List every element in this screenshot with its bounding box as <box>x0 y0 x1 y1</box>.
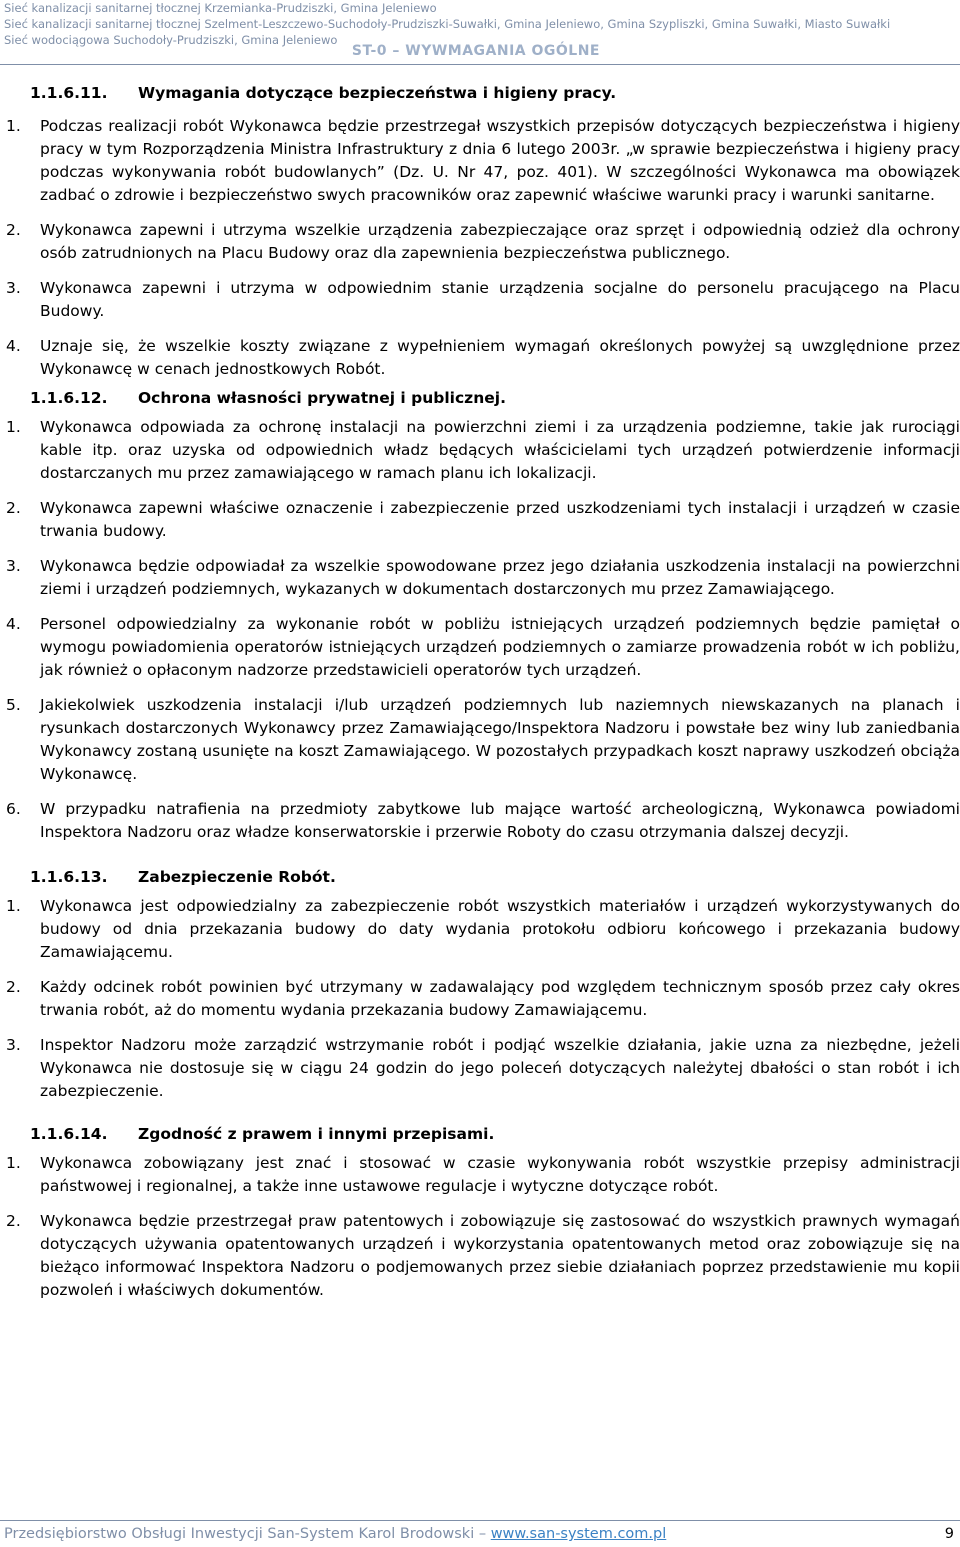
section-heading <box>6 82 960 105</box>
item-number: 5. <box>6 696 21 714</box>
section-title: Zabezpieczenie Robót. <box>138 868 336 886</box>
item-text: W przypadku natrafienia na przedmioty zabytkowe lub mające wartość archeologiczną, Wykonawca powiadomi Inspektora Nadzoru oraz władze konserwatorskie i przerwie Roboty do czasu otrzymania dalszej decyzji. <box>40 800 960 841</box>
item-text: Wykonawca będzie przestrzegał praw patentowych i zobowiązuje się zastosować do wszystkich prawnych wymagań dotyczących używania opatentowanych urządzeń i wykorzystania opatentowanych metod oraz zobowiązuje się na bieżąco informować Inspektora Nadzoru o podjemowanych przez siebie działaniach poprzez przedstawienie mu kopii pozwoleń i właściwych dokumentów. <box>40 1212 960 1299</box>
section-heading <box>6 866 960 889</box>
item-text: Jakiekolwiek uszkodzenia instalacji i/lub urządzeń podziemnych lub naziemnych niewskazanych na planach i rysunkach dostarczonych Wykonawcy przez Zamawiającego/Inspektora Nadzoru i powstałe bez winy lub zaniedbania Wykonawcy zostaną usunięte na koszt Zamawiającego. W pozostałych przypadkach koszt naprawy uszkodzeń obciąża Wykonawcę. <box>40 696 960 783</box>
item-text: Uznaje się, że wszelkie koszty związane z wypełnieniem wymagań określonych powyżej są uwzględnione przez Wykonawcę w cenach jednostkowych Robót. <box>40 337 960 378</box>
section-title: Ochrona własności prywatnej i publicznej. <box>138 389 506 407</box>
footer-text <box>4 1526 666 1542</box>
section-title: Wymagania dotyczące bezpieczeństwa i higieny pracy. <box>138 84 617 102</box>
list-item <box>6 895 960 964</box>
document-body <box>6 82 960 1302</box>
page-number: 9 <box>944 1526 954 1542</box>
item-number: 2. <box>6 978 21 996</box>
list-item <box>6 497 960 543</box>
item-number: 2. <box>6 1212 21 1230</box>
website-link[interactable]: www.san-system.com.pl <box>490 1526 667 1542</box>
item-number: 1. <box>6 1154 21 1172</box>
footer-company: Przedsiębiorstwo Obsługi Inwestycji San-System Karol Brodowski – <box>4 1526 491 1542</box>
item-text: Podczas realizacji robót Wykonawca będzie przestrzegał wszystkich przepisów dotyczących bezpieczeństwa i higieny pracy w tym Rozporządzenia Ministra Infrastruktury z dnia 6 lutego 2003r. „w sprawie bezpieczeństwa i higieny pracy podczas wykonywania robót budowlanych” (Dz. U. Nr 47, poz. 401). W szczególności Wykonawca ma obowiązek zadbać o zdrowie i bezpieczeństwo swych pracowników oraz zapewnić właściwe warunki pracy i warunki sanitarne. <box>40 117 960 204</box>
list-item <box>6 335 960 381</box>
header-line: Sieć kanalizacji sanitarnej tłocznej Krzemianka-Prudziszki, Gmina Jeleniewo <box>4 1 437 15</box>
item-text: Wykonawca zapewni i utrzyma wszelkie urządzenia zabezpieczające oraz sprzęt i odpowiednią odzież dla ochrony osób zatrudnionych na Placu Budowy oraz dla zapewnienia bezpieczeństwa publicznego. <box>40 221 960 262</box>
section-number: 1.1.6.13. <box>30 868 108 886</box>
item-number: 3. <box>6 279 21 297</box>
list-item <box>6 1034 960 1103</box>
section-number: 1.1.6.14. <box>30 1125 108 1143</box>
list-item <box>6 1210 960 1302</box>
item-text: Wykonawca zapewni właściwe oznaczenie i zabezpieczenie przed uszkodzeniami tych instalacji i urządzeń w czasie trwania budowy. <box>40 499 960 540</box>
list-item <box>6 694 960 786</box>
item-number: 6. <box>6 800 21 818</box>
item-text: Wykonawca będzie odpowiadał za wszelkie spowodowane przez jego działania uszkodzenia instalacji na powierzchni ziemi i urządzeń podziemnych, wykazanych w dokumentach dostarczonych mu przez Zamawiającego. <box>40 557 960 598</box>
list-item <box>6 219 960 265</box>
section-number: 1.1.6.11. <box>30 84 108 102</box>
section-heading <box>6 1123 960 1146</box>
header-divider <box>0 64 960 65</box>
item-number: 4. <box>6 337 21 355</box>
header-line: Sieć wodociągowa Suchodoły-Prudziszki, Gmina Jeleniewo <box>4 33 338 47</box>
item-number: 1. <box>6 418 21 436</box>
list-item <box>6 555 960 601</box>
list-item <box>6 798 960 844</box>
document-subtitle: ST-0 – WYWMAGANIA OGÓLNE <box>351 43 600 59</box>
section-number: 1.1.6.12. <box>30 389 108 407</box>
item-number: 2. <box>6 499 21 517</box>
item-number: 4. <box>6 615 21 633</box>
list-item <box>6 1152 960 1198</box>
list-item <box>6 416 960 485</box>
item-text: Wykonawca odpowiada za ochronę instalacji na powierzchni ziemi i za urządzenia podziemne, takie jak rurociągi kable itp. oraz uzyska od odpowiednich władz będących właścicielami tych urządzeń potwierdzenie informacji dostarczanych mu przez zamawiającego w ramach planu ich lokalizacji. <box>40 418 960 482</box>
page-header <box>4 0 956 48</box>
section-title: Zgodność z prawem i innymi przepisami. <box>138 1125 495 1143</box>
item-number: 3. <box>6 1036 21 1054</box>
item-text: Inspektor Nadzoru może zarządzić wstrzymanie robót i podjąć wszelkie działania, jakie uzna za niezbędne, jeżeli Wykonawca nie dostosuje się w ciągu 24 godzin do jego poleceń dotyczących należytej dbałości o stan robót i ich zabezpieczenie. <box>40 1036 960 1100</box>
item-text: Personel odpowiedzialny za wykonanie robót w pobliżu istniejących urządzeń podziemnych będzie pamiętał o wymogu powiadomienia operatorów istniejących urządzeń podziemnych o zamiarze prowadzenia robót w ich pobliżu, jak również o opłaconym nadzorze przedstawicieli operatorów tych urządzeń. <box>40 615 960 679</box>
section-heading <box>6 387 960 410</box>
list-item <box>6 115 960 207</box>
item-number: 3. <box>6 557 21 575</box>
item-text: Każdy odcinek robót powinien być utrzymany w zadawalający pod względem technicznym sposób przez cały okres trwania robót, aż do momentu wydania przekazania budowy Zamawiającemu. <box>40 978 960 1019</box>
header-line: Sieć kanalizacji sanitarnej tłocznej Szelment-Leszczewo-Suchodoły-Prudziszki-Suwałki, Gmina Jeleniewo, Gmina Szypliszki, Gmina Suwałki, Miasto Suwałki <box>4 17 891 31</box>
item-text: Wykonawca jest odpowiedzialny za zabezpieczenie robót wszystkich materiałów i urządzeń wykorzystywanych do budowy od dnia przekazania budowy do daty wydania protokołu odbioru końcowego i przekazania budowy Zamawiającemu. <box>40 897 960 961</box>
item-text: Wykonawca zapewni i utrzyma w odpowiednim stanie urządzenia socjalne do personelu pracującego na Placu Budowy. <box>40 279 960 320</box>
list-item <box>6 277 960 323</box>
item-number: 1. <box>6 117 21 135</box>
item-number: 2. <box>6 221 21 239</box>
item-text: Wykonawca zobowiązany jest znać i stosować w czasie wykonywania robót wszystkie przepisy administracji państwowej i regionalnej, a także inne ustawowe regulacje i wytyczne dotyczące robót. <box>40 1154 960 1195</box>
footer-divider <box>0 1520 960 1521</box>
item-number: 1. <box>6 897 21 915</box>
list-item <box>6 613 960 682</box>
list-item <box>6 976 960 1022</box>
